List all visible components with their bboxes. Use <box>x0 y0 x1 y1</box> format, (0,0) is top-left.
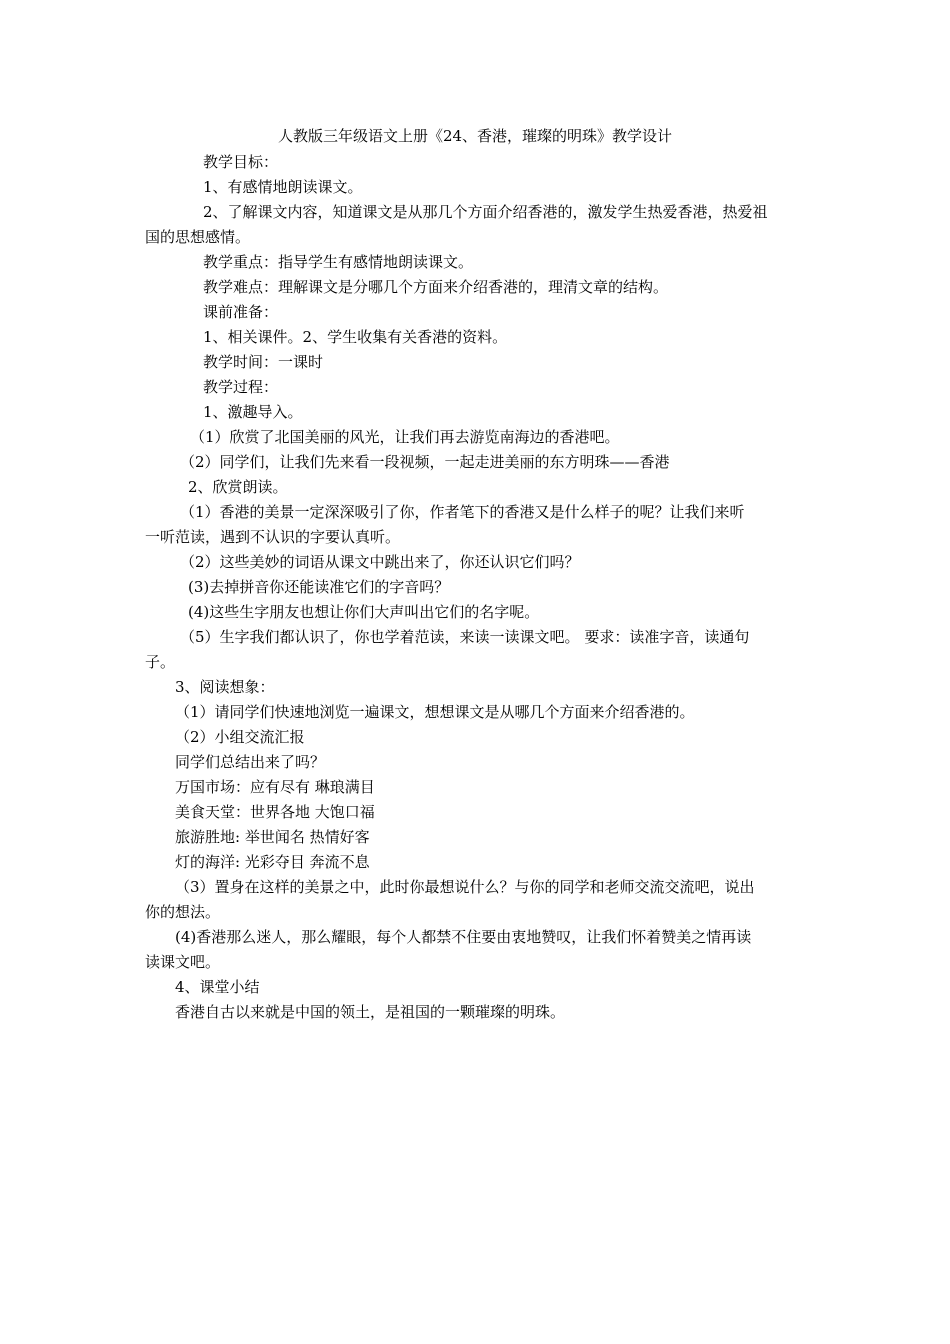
text-line: 同学们总结出来了吗？ <box>175 753 326 771</box>
text-line: 3、阅读想象： <box>175 678 275 696</box>
text-line: （2）这些美妙的词语从课文中跳出来了，你还认识它们吗？ <box>180 553 580 571</box>
text-line: 美食天堂：世界各地 大饱口福 <box>175 803 375 821</box>
text-line: 1、相关课件。2、学生收集有关香港的资料。 <box>203 328 508 346</box>
text-line: （3）置身在这样的美景之中，此时你最想说什么？与你的同学和老师交流交流吧，说出 <box>175 878 755 896</box>
text-line: 教学过程： <box>203 378 279 396</box>
text-line: 4、课堂小结 <box>175 978 260 996</box>
text-line: 你的想法。 <box>145 903 221 921</box>
text-line: 1、激趣导入。 <box>203 403 303 421</box>
text-line: (4)这些生字朋友也想让你们大声叫出它们的名字呢。 <box>188 603 540 621</box>
text-line: 教学重点：指导学生有感情地朗读课文。 <box>203 253 474 271</box>
text-line: 一听范读，遇到不认识的字要认真听。 <box>145 528 401 546</box>
text-line: （1）欣赏了北国美丽的风光，让我们再去游览南海边的香港吧。 <box>190 428 620 446</box>
text-line: 万国市场：应有尽有 琳琅满目 <box>175 778 375 796</box>
text-line: 课前准备： <box>203 303 279 321</box>
text-line: （1）请同学们快速地浏览一遍课文，想想课文是从哪几个方面来介绍香港的。 <box>175 703 695 721</box>
text-line: 2、了解课文内容，知道课文是从那几个方面介绍香港的，激发学生热爱香港，热爱祖 <box>203 203 768 221</box>
text-line: （1）香港的美景一定深深吸引了你，作者笔下的香港又是什么样子的呢？让我们来听 <box>180 503 745 521</box>
text-line: 子。 <box>145 653 176 671</box>
text-line: 香港自古以来就是中国的领土，是祖国的一颗璀璨的明珠。 <box>175 1003 566 1021</box>
text-line: 教学目标： <box>203 153 279 171</box>
text-line: 1、有感情地朗读课文。 <box>203 178 363 196</box>
text-line: 教学难点：理解课文是分哪几个方面来介绍香港的，理清文章的结构。 <box>203 278 669 296</box>
text-line: 国的思想感情。 <box>145 228 251 246</box>
text-line: 2、欣赏朗读。 <box>188 478 288 496</box>
document-title: 人教版三年级语文上册《24、香港，璀璨的明珠》教学设计 <box>277 127 673 145</box>
text-line: 旅游胜地: 举世闻名 热情好客 <box>175 828 370 846</box>
text-line: 灯的海洋: 光彩夺目 奔流不息 <box>175 853 370 871</box>
text-line: (4)香港那么迷人，那么耀眼，每个人都禁不住要由衷地赞叹，让我们怀着赞美之情再读 <box>175 928 752 946</box>
text-line: 读课文吧。 <box>145 953 221 971</box>
text-line: 教学时间：一课时 <box>203 353 324 371</box>
text-line: （2）同学们，让我们先来看一段视频，一起走进美丽的东方明珠——香港 <box>180 453 670 471</box>
text-line: （5）生字我们都认识了，你也学着范读，来读一读课文吧。 要求：读准字音，读通句 <box>180 628 750 646</box>
text-line: (3)去掉拼音你还能读准它们的字音吗？ <box>188 578 450 596</box>
text-line: （2）小组交流汇报 <box>175 728 305 746</box>
